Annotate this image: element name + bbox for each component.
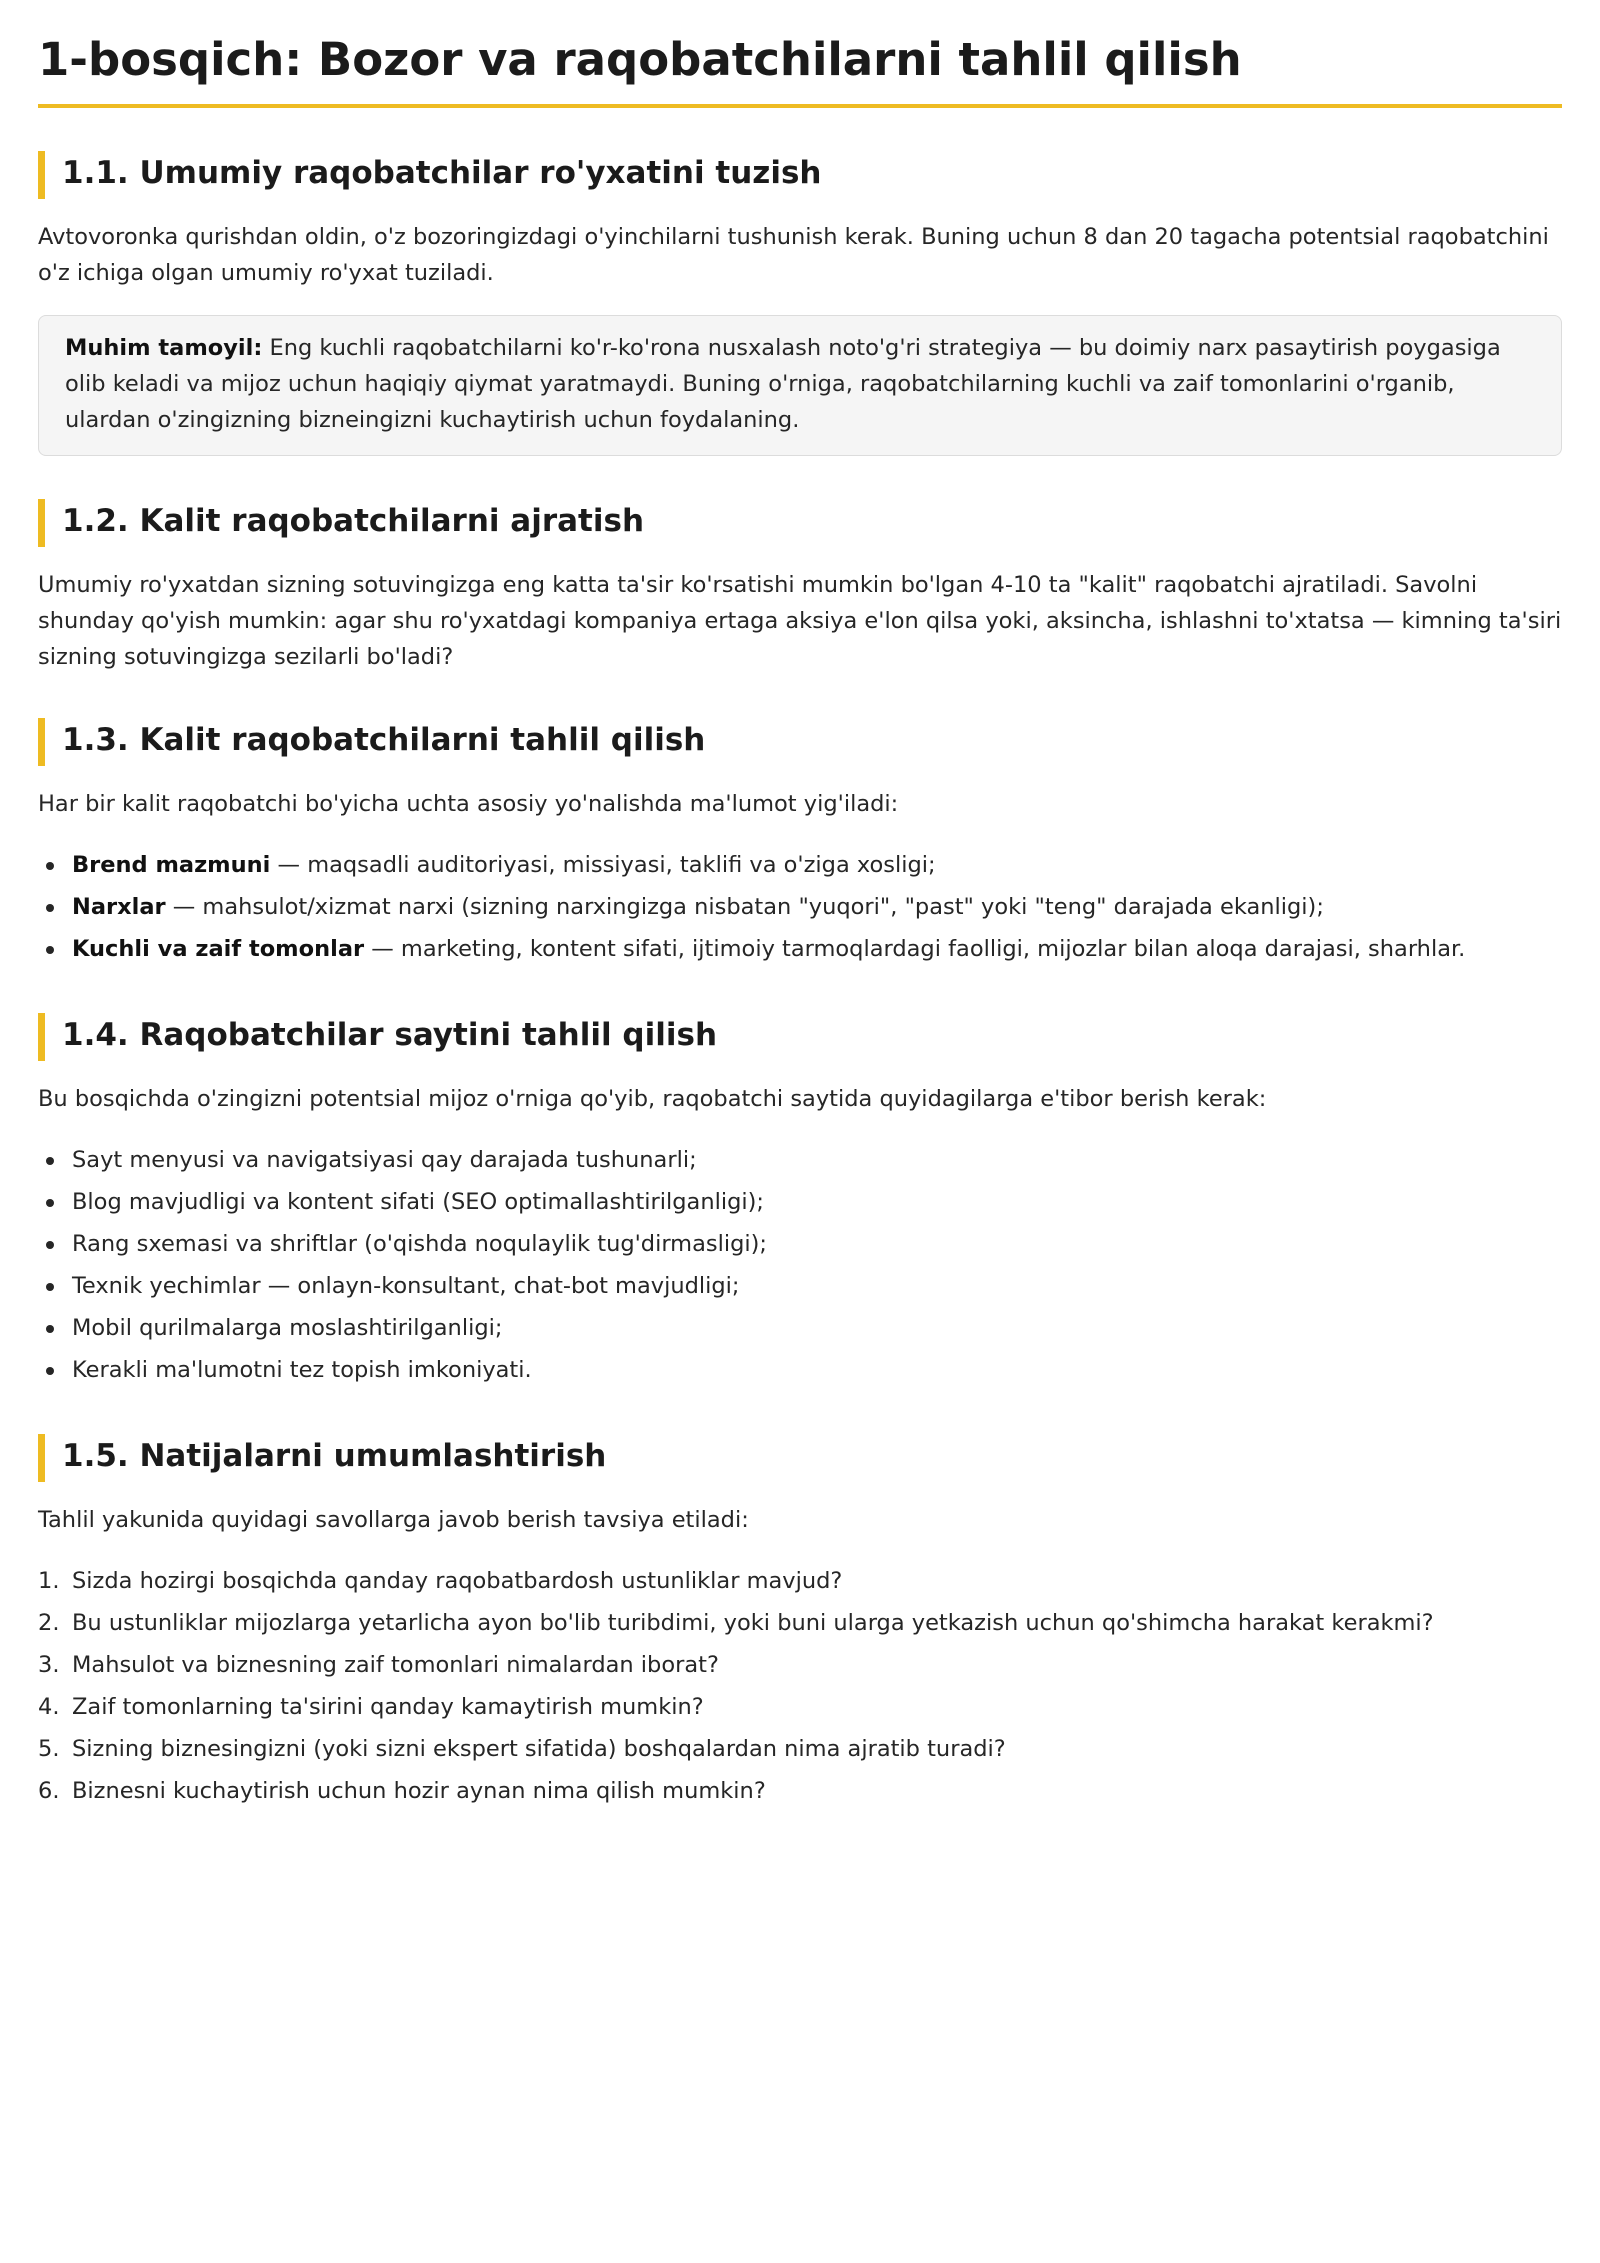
list-item xyxy=(38,1602,1562,1644)
section-competitor-analysis xyxy=(38,718,1562,970)
list-item xyxy=(38,1728,1562,1770)
section-heading: 1.4. Raqobatchilar saytini tahlil qilish xyxy=(38,1013,1562,1057)
website-bullet-list xyxy=(38,1139,1562,1391)
section-paragraph: Har bir kalit raqobatchi bo'yicha uchta asosiy yo'nalishda ma'lumot yig'iladi: xyxy=(38,791,899,817)
list-item: Blog mavjudligi va kontent sifati (SEO optimallashtirilganligi); xyxy=(38,1181,1562,1223)
section-paragraph: Tahlil yakunida quyidagi savollarga javob berish tavsiya etiladi: xyxy=(38,1507,749,1533)
list-item-text: — marketing, kontent sifati, ijtimoiy tarmoqlardagi faolligi, mijozlar bilan aloqa darajasi, sharhlar. xyxy=(364,936,1466,962)
list-item-label: Kuchli va zaif tomonlar xyxy=(72,936,365,962)
list-item-text: Mahsulot va biznesning zaif tomonlari nimalardan iborat? xyxy=(72,1652,719,1678)
section-heading: 1.3. Kalit raqobatchilarni tahlil qilish xyxy=(38,718,1562,762)
section-key-competitors xyxy=(38,499,1562,675)
list-item xyxy=(38,886,1562,928)
list-item-text: Sizda hozirgi bosqichda qanday raqobatbardosh ustunliklar mavjud? xyxy=(72,1568,843,1594)
note-text: Eng kuchli raqobatchilarni ko'r-ko'rona nusxalash noto'g'ri strategiya — bu doimiy narx pasaytirish poygasiga olib keladi va mijoz uchun haqiqiy qiymat yaratmaydi. Buning o'rniga, raqobatchilarning kuchli va zaif tomonlarini o'rganib, ulardan o'zingizning bizneingizni kuchaytirish uchun foydalaning. xyxy=(65,335,1501,433)
list-item xyxy=(38,844,1562,886)
list-item: Kerakli ma'lumotni tez topish imkoniyati. xyxy=(38,1349,1562,1391)
section-paragraph: Bu bosqichda o'zingizni potentsial mijoz o'rniga qo'yib, raqobatchi saytida quyidagilarga e'tibor berish kerak: xyxy=(38,1086,1267,1112)
list-item: Sayt menyusi va navigatsiyasi qay darajada tushunarli; xyxy=(38,1139,1562,1181)
list-item-text: — mahsulot/xizmat narxi (sizning narxingizga nisbatan "yuqori", "past" yoki "teng" darajada ekanligi); xyxy=(165,894,1324,920)
list-item xyxy=(38,928,1562,970)
list-item-text: Zaif tomonlarning ta'sirini qanday kamaytirish mumkin? xyxy=(72,1694,704,1720)
summary-numbered-list xyxy=(38,1560,1562,1812)
list-item xyxy=(38,1770,1562,1812)
section-paragraph: Avtovoronka qurishdan oldin, o'z bozoringizdagi o'yinchilarni tushunish kerak. Buning uchun 8 dan 20 tagacha potentsial raqobatchini o'z ichiga olgan umumiy ro'yxat tuziladi. xyxy=(38,224,1549,286)
list-item: Texnik yechimlar — onlayn-konsultant, chat-bot mavjudligi; xyxy=(38,1265,1562,1307)
list-item: Rang sxemasi va shriftlar (o'qishda noqulaylik tug'dirmasligi); xyxy=(38,1223,1562,1265)
list-number: 2. xyxy=(38,1610,60,1636)
section-heading: 1.1. Umumiy raqobatchilar ro'yxatini tuzish xyxy=(38,151,1562,195)
page-title: 1-bosqich: Bozor va raqobatchilarni tahlil qilish xyxy=(38,30,1562,108)
list-item xyxy=(38,1644,1562,1686)
list-item-label: Brend mazmuni xyxy=(72,852,271,878)
note-label: Muhim tamoyil: xyxy=(65,335,263,361)
list-number: 6. xyxy=(38,1778,60,1804)
list-item xyxy=(38,1686,1562,1728)
list-item-text: — maqsadli auditoriyasi, missiyasi, taklifi va o'ziga xosligi; xyxy=(270,852,936,878)
section-website-analysis xyxy=(38,1013,1562,1391)
list-number: 4. xyxy=(38,1694,60,1720)
section-summary xyxy=(38,1434,1562,1812)
section-heading: 1.2. Kalit raqobatchilarni ajratish xyxy=(38,499,1562,543)
section-paragraph: Umumiy ro'yxatdan sizning sotuvingizga eng katta ta'sir ko'rsatishi mumkin bo'lgan 4-10 ta "kalit" raqobatchi ajratiladi. Savolni shunday qo'yish mumkin: agar shu ro'yxatdagi kompaniya ertaga aksiya e'lon qilsa yoki, aksincha, ishlashni to'xtatsa — kimning ta'siri sizning sotuvingizga sezilarli bo'ladi? xyxy=(38,572,1562,670)
section-heading: 1.5. Natijalarni umumlashtirish xyxy=(38,1434,1562,1478)
analysis-bullet-list xyxy=(38,844,1562,970)
section-competitor-list xyxy=(38,151,1562,456)
list-item-text: Biznesni kuchaytirish uchun hozir aynan nima qilish mumkin? xyxy=(72,1778,766,1804)
list-item-label: Narxlar xyxy=(72,894,166,920)
important-note-box xyxy=(38,315,1562,456)
list-item-text: Bu ustunliklar mijozlarga yetarlicha ayon bo'lib turibdimi, yoki buni ularga yetkazish uchun qo'shimcha harakat kerakmi? xyxy=(72,1610,1434,1636)
list-number: 1. xyxy=(38,1568,60,1594)
list-number: 3. xyxy=(38,1652,60,1678)
list-item-text: Sizning biznesingizni (yoki sizni ekspert sifatida) boshqalardan nima ajratib turadi? xyxy=(72,1736,1006,1762)
list-item: Mobil qurilmalarga moslashtirilganligi; xyxy=(38,1307,1562,1349)
list-number: 5. xyxy=(38,1736,60,1762)
list-item xyxy=(38,1560,1562,1602)
